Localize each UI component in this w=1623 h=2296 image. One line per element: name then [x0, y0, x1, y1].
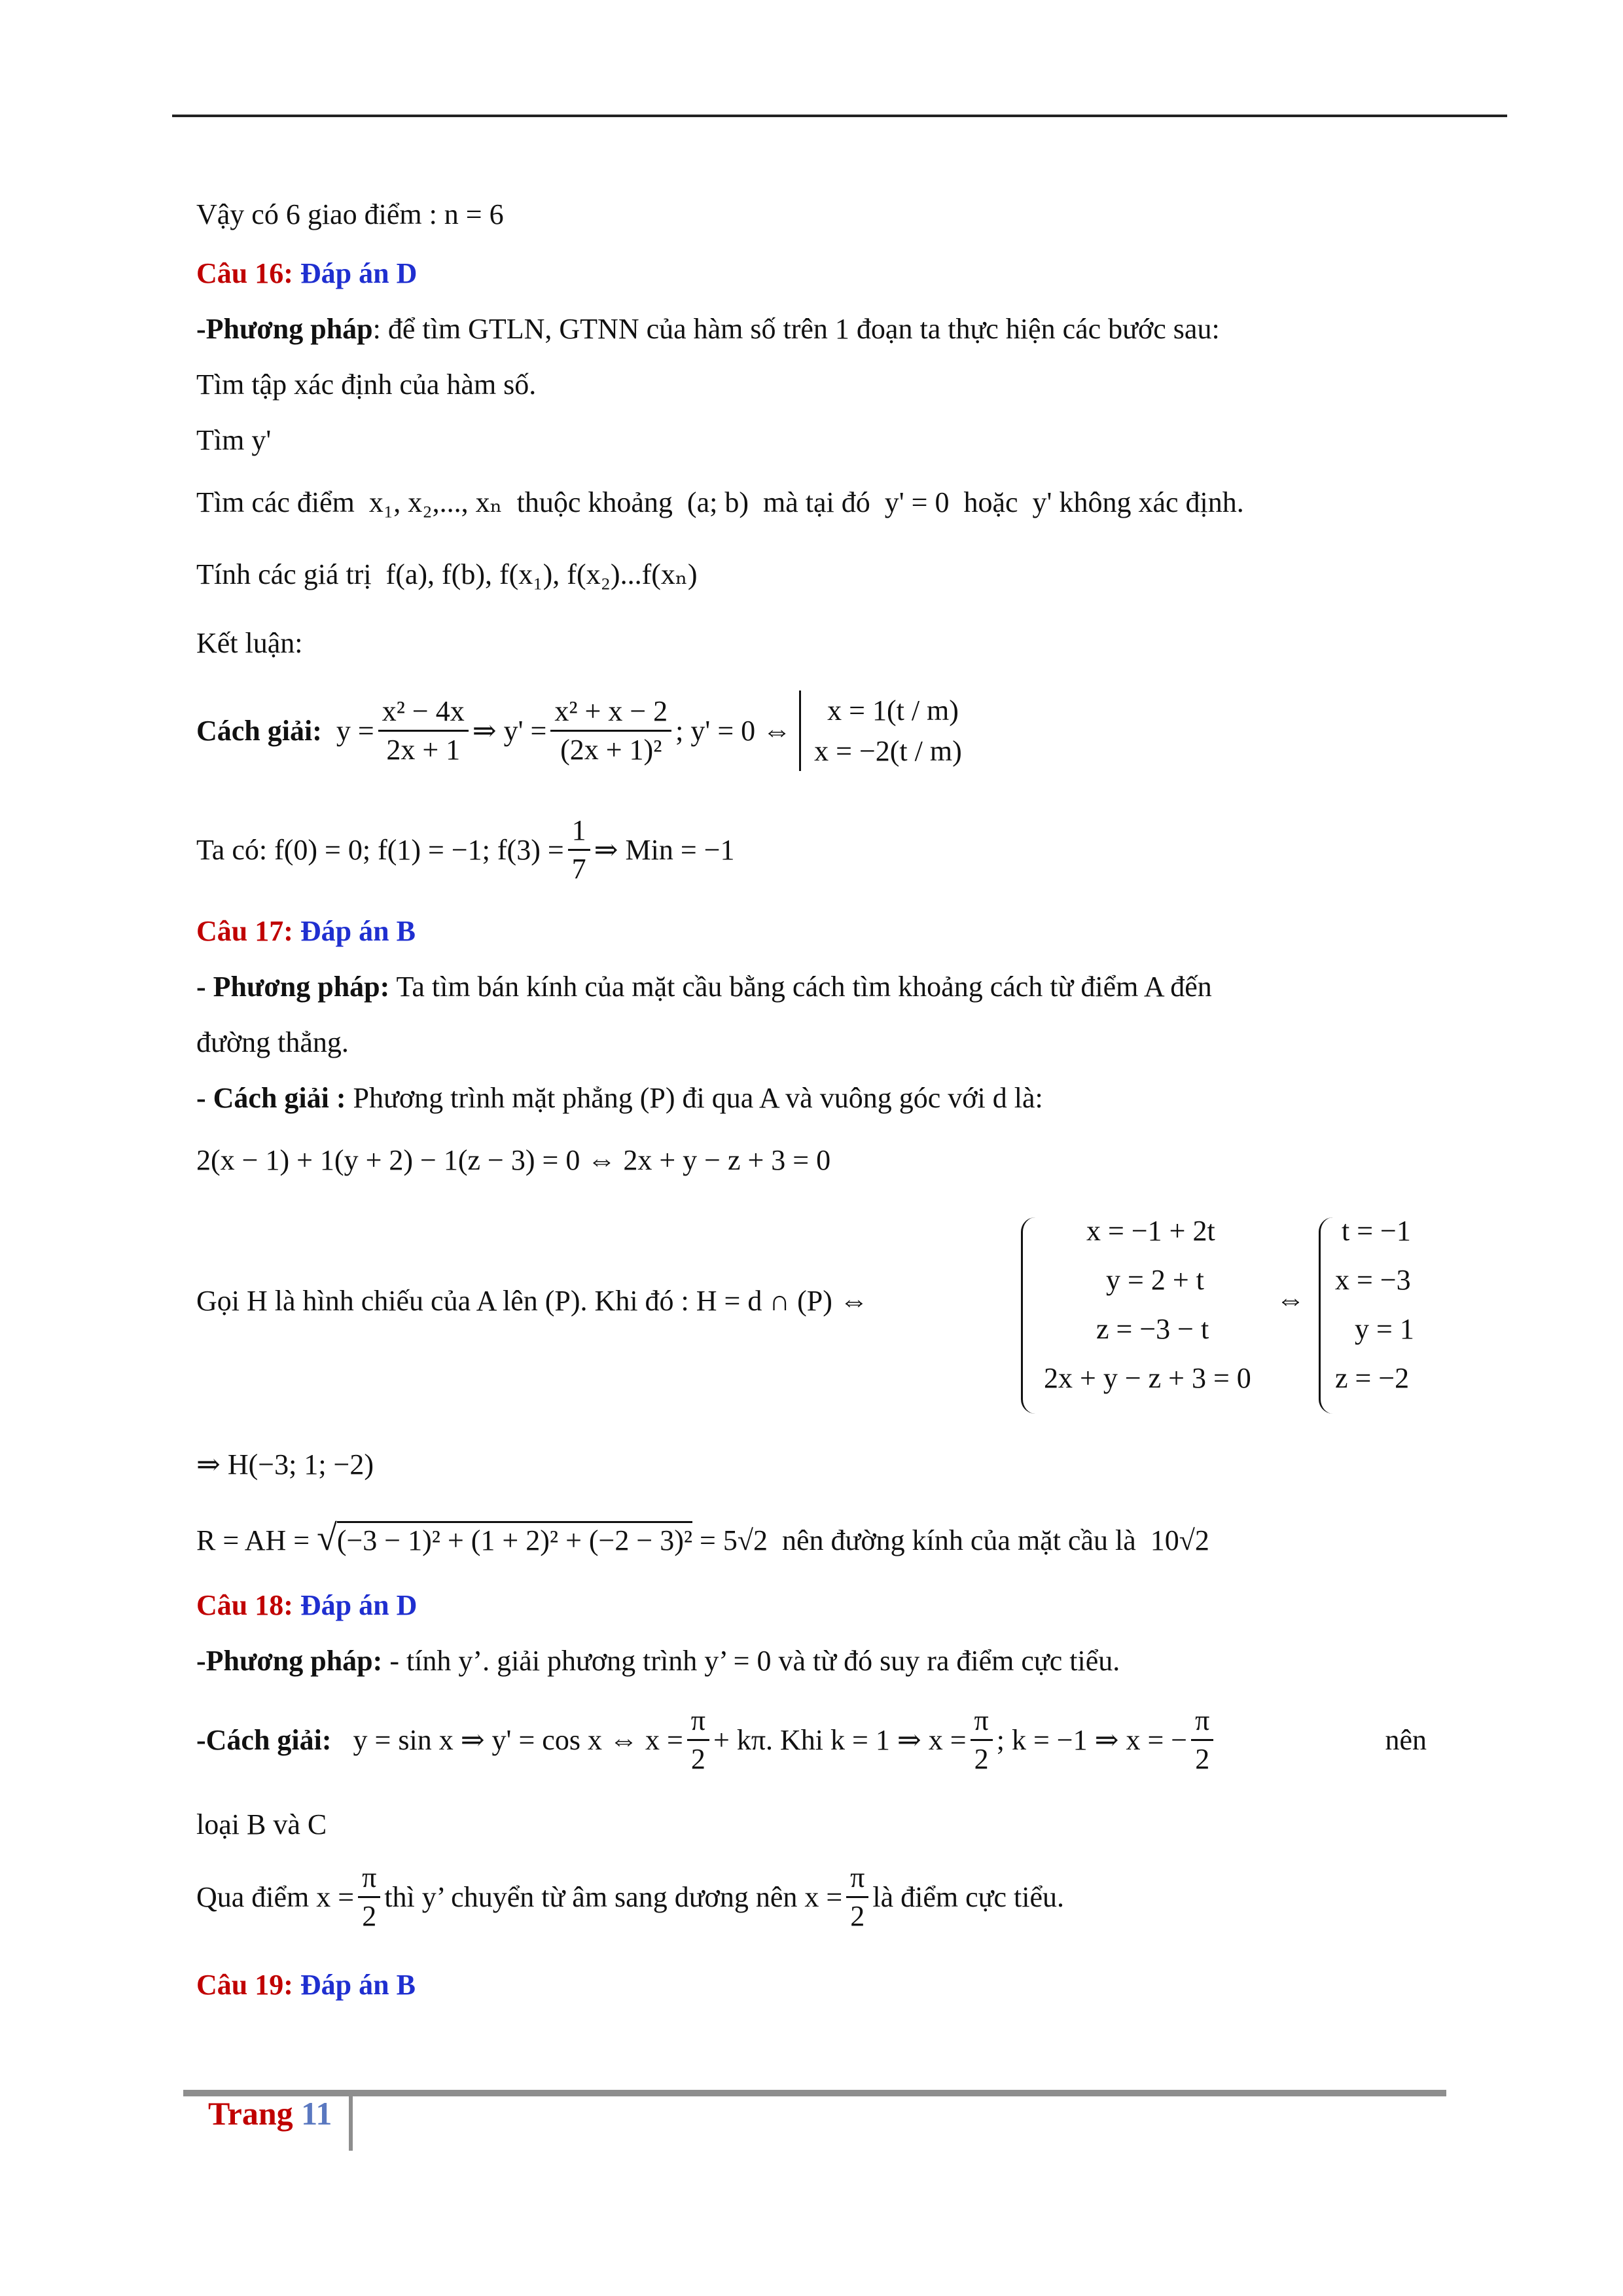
equation: 2(x − 1) + 1(y + 2) − 1(z − 3) = 0 ⇔ 2x + y − z + 3 = 0: [196, 1144, 831, 1176]
text-line: Tìm y': [196, 424, 272, 456]
text-line: Qua điểm x = $\frac{\pi}{2}$ thì y’ chuyển từ âm sang dương nên x = $\frac{\pi}{2}$ là điểm cực tiểu.: [196, 1861, 1065, 1933]
system-row: z = −2: [1335, 1362, 1410, 1394]
text-line: Tìm tập xác định của hàm số.: [196, 368, 537, 401]
fraction: $\frac{1}{7}$: [568, 815, 590, 886]
solution-16: Cách giải: y = $\frac{\text{x² − 4x}}{2x + 1}$ ⇒ y' = $\frac{\text{x² + x − 2}}{\text{(2x + 1)²}}$ ; y' = 0 ⇔ x = 1(t / m) x = −2(t / m): [196, 691, 962, 771]
text-line: Tìm các điểm x₁, x₂,..., xₙ thuộc khoảng (a; b) mà tại đó y' = 0 hoặc y' không xác định.: [196, 486, 1244, 518]
system-brace: [1319, 1217, 1335, 1414]
solution-18: -Cách giải: y = sin x ⇒ y' = cos x ⇔ x = $\frac{\pi}{2}$ + kπ. Khi k = 1 ⇒ x = $\frac{\pi}{2}$ ; k = −1 ⇒ x = − $\frac{\pi}{2}$ nên: [196, 1704, 1427, 1776]
fraction: $\frac{\pi}{2}$: [687, 1705, 709, 1776]
footer-rule: [183, 2090, 1446, 2096]
equivalence: ⇔: [1276, 1283, 1305, 1316]
case-bracket: x = 1(t / m) x = −2(t / m): [799, 691, 962, 771]
system-row: y = 1: [1355, 1313, 1414, 1345]
text-line: Kết luận:: [196, 627, 303, 659]
fraction: $\frac{\pi}{2}$: [1191, 1705, 1213, 1776]
fraction: $\frac{\text{x² + x − 2}}{\text{(2x + 1)²}}$: [550, 696, 671, 766]
question-16-heading: Câu 16: Đáp án D: [196, 257, 418, 289]
system-row: 2x + y − z + 3 = 0: [1044, 1362, 1251, 1394]
question-19-heading: Câu 19: Đáp án B: [196, 1969, 416, 2001]
system-row: z = −3 − t: [1096, 1313, 1209, 1345]
radius-line: R = AH = √(−3 − 1)² + (1 + 2)² + (−2 − 3)² = 5√2 nên đường kính của mặt cầu là 10√2: [196, 1518, 1209, 1558]
system-row: x = −3: [1335, 1264, 1411, 1296]
method-line: -Phương pháp: - tính y’. giải phương trình y’ = 0 và từ đó suy ra điểm cực tiểu.: [196, 1645, 1120, 1677]
system-brace: [1021, 1217, 1037, 1414]
text-line: Gọi H là hình chiếu của A lên (P). Khi đó : H = d ∩ (P) ⇔: [196, 1285, 868, 1317]
text-line: - Cách giải : Phương trình mặt phẳng (P) đi qua A và vuông góc với d là:: [196, 1082, 1043, 1114]
text-line: đường thẳng.: [196, 1026, 349, 1058]
system-row: x = −1 + 2t: [1086, 1215, 1215, 1247]
equation: ⇒ H(−3; 1; −2): [196, 1448, 374, 1480]
method-line: -Phương pháp: để tìm GTLN, GTNN của hàm số trên 1 đoạn ta thực hiện các bước sau:: [196, 313, 1220, 345]
page-number: Trang 11: [208, 2095, 332, 2132]
text-line: Tính các giá trị f(a), f(b), f(x₁), f(x₂)...f(xₙ): [196, 558, 698, 590]
footer-separator: [349, 2093, 353, 2151]
fraction: $\frac{\pi}{2}$: [971, 1705, 993, 1776]
text-line: loại B và C: [196, 1808, 327, 1840]
question-17-heading: Câu 17: Đáp án B: [196, 915, 416, 947]
text-line: Vậy có 6 giao điểm : n = 6: [196, 198, 504, 230]
fraction: $\frac{\text{x² − 4x}}{2x + 1}$: [378, 696, 469, 766]
text-line: Ta có: f(0) = 0; f(1) = −1; f(3) = $\frac{1}{7}$ ⇒ Min = −1: [196, 814, 735, 886]
system-row: y = 2 + t: [1106, 1264, 1204, 1296]
fraction: $\frac{\pi}{2}$: [358, 1862, 380, 1933]
fraction: $\frac{\pi}{2}$: [846, 1862, 868, 1933]
system-row: t = −1: [1342, 1215, 1411, 1247]
question-18-heading: Câu 18: Đáp án D: [196, 1589, 418, 1621]
header-rule: [172, 115, 1507, 117]
method-line: - Phương pháp: Ta tìm bán kính của mặt cầu bằng cách tìm khoảng cách từ điểm A đến: [196, 971, 1212, 1003]
